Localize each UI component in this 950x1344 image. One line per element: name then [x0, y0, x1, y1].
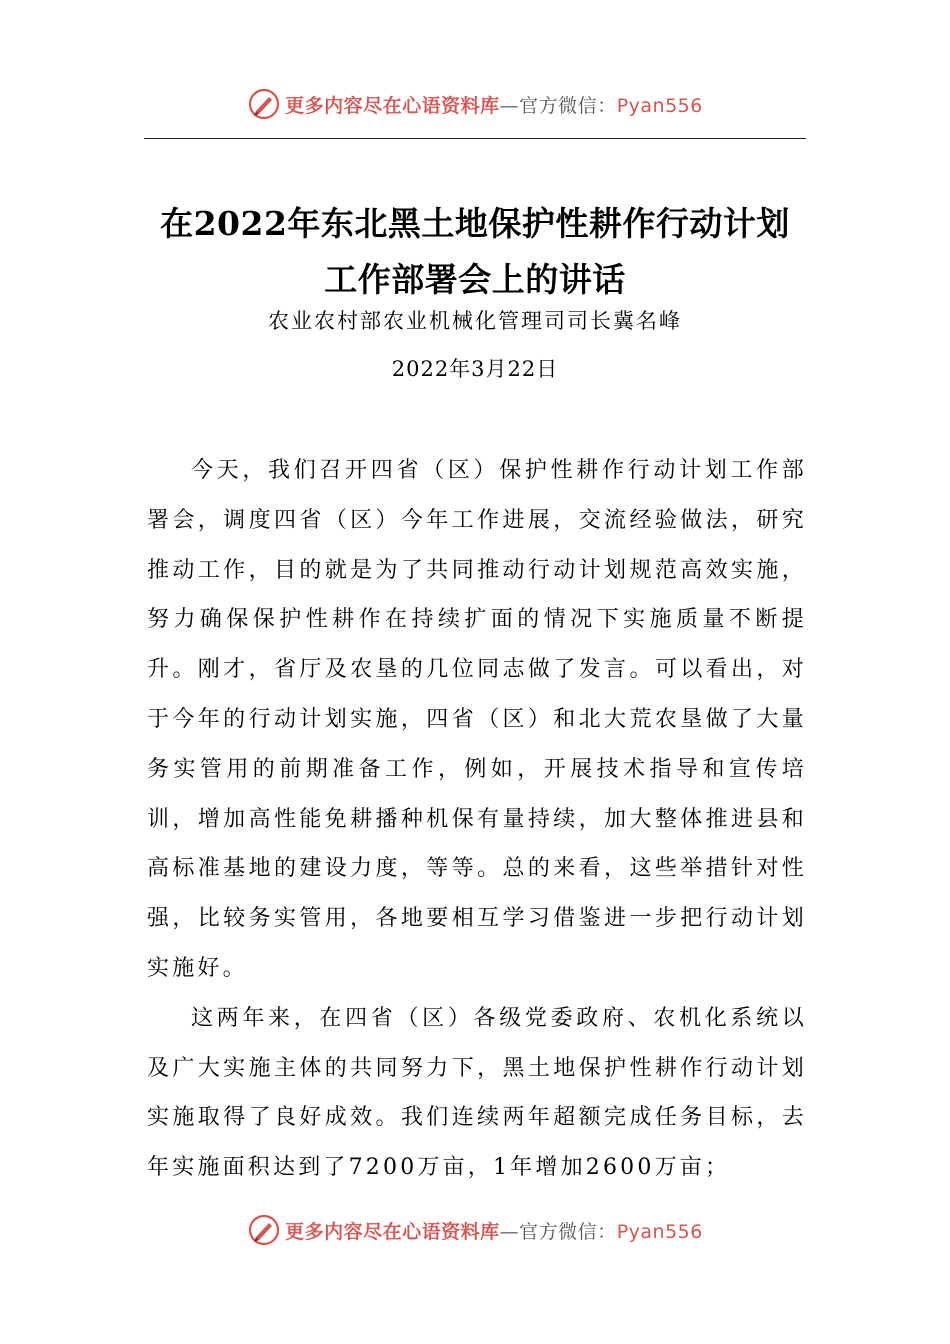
- banner-text: 更多内容尽在心语资料库—官方微信：Pyan556: [285, 94, 703, 117]
- speech-date: 2022年3月22日: [391, 357, 559, 381]
- speech-body: [147, 446, 807, 1193]
- pen-logo-icon: [247, 1213, 281, 1247]
- title-line-1: 在2022年东北黑土地保护性耕作行动计划: [160, 204, 790, 243]
- document-title: [120, 196, 830, 308]
- footer-watermark-banner: [0, 1210, 950, 1250]
- banner-text: 更多内容尽在心语资料库—官方微信：Pyan556: [285, 1220, 703, 1243]
- title-line-2: 工作部署会上的讲话: [324, 260, 626, 299]
- header-watermark-banner: [0, 84, 950, 124]
- pen-logo-icon: [247, 87, 281, 121]
- header-divider: [144, 138, 806, 139]
- paragraph-1: 今天，我们召开四省（区）保护性耕作行动计划工作部署会，调度四省（区）今年工作进展，交流经验做法，研究推动工作，目的就是为了共同推动行动计划规范高效实施，努力确保保护性耕作在持续扩面的情况下实施质量不断提升。刚才，省厅及农垦的几位同志做了发言。可以看出，对于今年的行动计划实施，四省（区）和北大荒农垦做了大量务实管用的前期准备工作，例如，开展技术指导和宣传培训，增加高性能免耕播种机保有量持续，加大整体推进县和高标准基地的建设力度，等等。总的来看，这些举措针对性强，比较务实管用，各地要相互学习借鉴进一步把行动计划实施好。: [147, 458, 807, 981]
- author-line: 农业农村部农业机械化管理司司长冀名峰: [268, 309, 682, 333]
- paragraph-2: 这两年来，在四省（区）各级党委政府、农机化系统以及广大实施主体的共同努力下，黑土地保护性耕作行动计划实施取得了良好成效。我们连续两年超额完成任务目标，去年实施面积达到了7200万亩，1年增加2600万亩；: [147, 1005, 807, 1181]
